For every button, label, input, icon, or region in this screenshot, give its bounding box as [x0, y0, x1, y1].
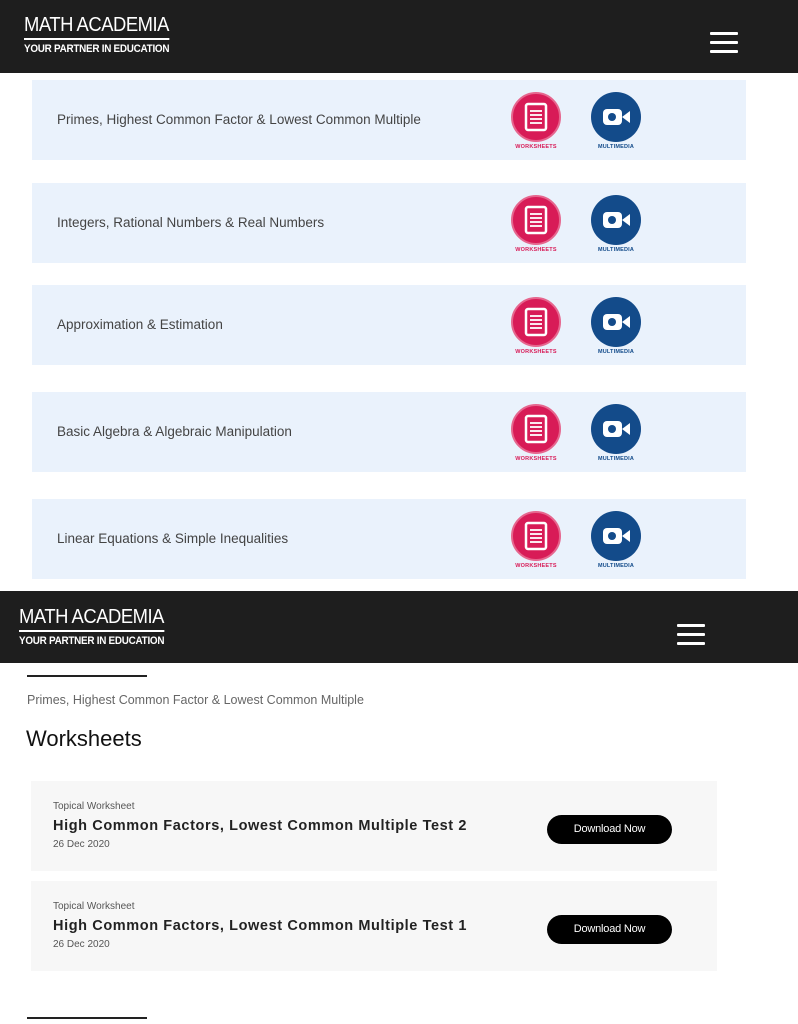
brand-title: MATH ACADEMIA	[19, 606, 164, 632]
video-camera-icon	[591, 511, 641, 561]
multimedia-caption: MULTIMEDIA	[597, 247, 635, 253]
worksheets-caption: WORKSHEETS	[515, 456, 557, 462]
worksheets-caption: WORKSHEETS	[515, 563, 557, 569]
brand-tagline: YOUR PARTNER IN EDUCATION	[19, 635, 165, 647]
section-divider	[27, 675, 147, 677]
video-camera-icon	[591, 195, 641, 245]
multimedia-caption: MULTIMEDIA	[597, 563, 635, 569]
multimedia-button[interactable]	[586, 297, 646, 355]
site-header	[0, 0, 798, 73]
worksheet-category: Topical Worksheet	[53, 901, 135, 912]
topic-card-basic-algebra[interactable]	[32, 392, 746, 472]
worksheet-document-icon	[511, 92, 561, 142]
worksheets-button[interactable]	[506, 511, 566, 569]
video-camera-icon	[591, 92, 641, 142]
video-camera-icon	[591, 297, 641, 347]
worksheet-title: High Common Factors, Lowest Common Multiple Test 2	[53, 818, 468, 834]
hamburger-menu-icon[interactable]	[677, 624, 705, 646]
multimedia-caption: MULTIMEDIA	[597, 456, 635, 462]
topic-card-primes[interactable]	[32, 80, 746, 160]
topic-label: Primes, Highest Common Factor & Lowest Common Multiple	[57, 112, 421, 127]
video-camera-icon	[591, 404, 641, 454]
multimedia-button[interactable]	[586, 404, 646, 462]
worksheets-button[interactable]	[506, 297, 566, 355]
hamburger-menu-icon[interactable]	[710, 32, 738, 54]
section-divider	[27, 1017, 147, 1019]
worksheet-card	[31, 781, 717, 871]
worksheets-button[interactable]	[506, 404, 566, 462]
multimedia-caption: MULTIMEDIA	[597, 144, 635, 150]
worksheets-caption: WORKSHEETS	[515, 349, 557, 355]
worksheet-card	[31, 881, 717, 971]
worksheet-document-icon	[511, 297, 561, 347]
topic-label: Integers, Rational Numbers & Real Numbers	[57, 215, 325, 230]
worksheet-category: Topical Worksheet	[53, 801, 135, 812]
download-button[interactable]: Download Now	[547, 815, 672, 844]
brand-title: MATH ACADEMIA	[24, 14, 169, 40]
topic-card-linear-equations[interactable]	[32, 499, 746, 579]
worksheet-document-icon	[511, 511, 561, 561]
multimedia-caption: MULTIMEDIA	[597, 349, 635, 355]
breadcrumb[interactable]: Primes, Highest Common Factor & Lowest Common Multiple	[27, 693, 364, 707]
multimedia-button[interactable]	[586, 195, 646, 253]
brand-logo[interactable]	[24, 14, 185, 55]
worksheet-date: 26 Dec 2020	[53, 839, 110, 850]
brand-tagline: YOUR PARTNER IN EDUCATION	[24, 43, 170, 55]
worksheet-document-icon	[511, 404, 561, 454]
download-button[interactable]: Download Now	[547, 915, 672, 944]
topic-card-integers[interactable]	[32, 183, 746, 263]
worksheets-caption: WORKSHEETS	[515, 247, 557, 253]
topic-label: Linear Equations & Simple Inequalities	[57, 531, 289, 546]
topic-label: Basic Algebra & Algebraic Manipulation	[57, 424, 292, 439]
worksheets-button[interactable]	[506, 92, 566, 150]
worksheet-date: 26 Dec 2020	[53, 939, 110, 950]
page-title: Worksheets	[26, 726, 142, 751]
topic-card-approximation[interactable]	[32, 285, 746, 365]
multimedia-button[interactable]	[586, 511, 646, 569]
worksheets-button[interactable]	[506, 195, 566, 253]
topic-label: Approximation & Estimation	[57, 317, 223, 332]
brand-logo[interactable]	[19, 606, 180, 647]
worksheet-document-icon	[511, 195, 561, 245]
worksheet-title: High Common Factors, Lowest Common Multiple Test 1	[53, 918, 468, 934]
worksheets-caption: WORKSHEETS	[515, 144, 557, 150]
multimedia-button[interactable]	[586, 92, 646, 150]
